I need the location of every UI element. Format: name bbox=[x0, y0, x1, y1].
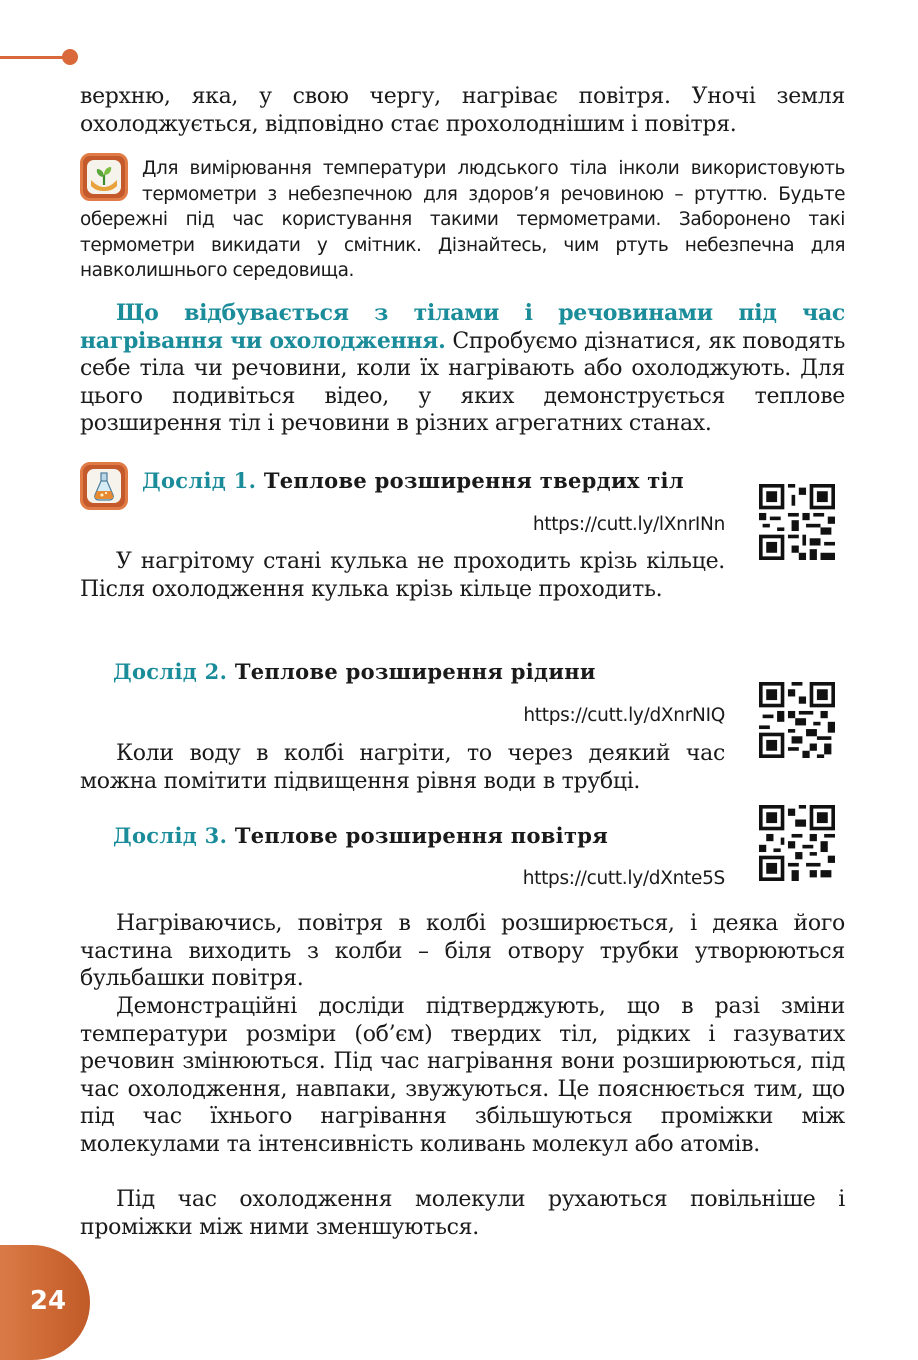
experiment-1-heading bbox=[142, 468, 684, 493]
question-paragraph bbox=[80, 300, 845, 438]
qr-code-icon[interactable] bbox=[759, 805, 835, 881]
experiment-1-title: Теплове розширення твердих тіл bbox=[263, 468, 684, 493]
top-decor-dot bbox=[62, 49, 78, 65]
intro-paragraph: верхню, яка, у свою чергу, нагріває повітря. Уночі земля охолоджується, відповідно стає прохолоднішим і повітря. bbox=[80, 84, 845, 137]
experiment-1-label: Дослід 1. bbox=[142, 468, 257, 493]
page-number: 24 bbox=[29, 1286, 67, 1316]
question-heading: Що відбувається з тілами і речовинами під час нагрівання чи охолодження. bbox=[80, 300, 845, 354]
experiment-1-url[interactable]: https://cutt.ly/lXnrINn bbox=[532, 514, 725, 535]
experiment-2-title: Теплове розширення рідини bbox=[234, 659, 596, 684]
eco-note-text: Для вимірювання температури людського тіла інколи використовують термометри з небезпечною для здоров’я речовиною – ртуттю. Будьте обережні під час користування такими термометрами. Заборонено такі термометри викидати у смітник. Дізнайтесь, чим ртуть небезпечна для навколишнього середовища. bbox=[80, 158, 845, 282]
experiment-2-description: Коли воду в колбі нагріти, то через деякий час можна помітити підвищення рівня води в трубці. bbox=[80, 741, 725, 794]
experiment-3-label: Дослід 3. bbox=[113, 823, 228, 848]
qr-code-icon[interactable] bbox=[759, 682, 835, 758]
experiment-2-heading bbox=[113, 659, 596, 684]
experiment-2-label: Дослід 2. bbox=[113, 659, 228, 684]
experiment-2-url[interactable]: https://cutt.ly/dXnrNIQ bbox=[523, 705, 725, 726]
experiment-1-description: У нагрітому стані кулька не проходить крізь кільце. Після охолодження кулька крізь кільце проходить. bbox=[80, 549, 725, 602]
qr-code-icon[interactable] bbox=[759, 484, 835, 560]
flask-icon bbox=[80, 462, 128, 510]
top-decor-line bbox=[0, 56, 66, 59]
experiment-3-url[interactable]: https://cutt.ly/dXnte5S bbox=[522, 868, 725, 889]
question-text: Спробуємо дізнатися, як поводять себе тіла чи речовини, коли їх нагрівають або охолоджують. Для цього подивіться відео, у яких демонструється теплове розширення тіл і речовини в різних агрегатних станах. bbox=[80, 328, 845, 436]
body-paragraph-1: Нагріваючись, повітря в колбі розширюється, і деяка його частина виходить з колби – біля отвору трубки утворюються бульбашки повітря. bbox=[80, 911, 845, 991]
body-paragraph-2: Демонстраційні досліди підтверджують, що в разі зміни температури розміри (об’єм) твердих тіл, рідких і газуватих речовин змінюються. Під час нагрівання вони розширюються, під час охолодження, навпаки, звужуються. Це пояснюється тим, що під час їхнього нагрівання збільшуються проміжки між молекулами та інтенсивність коливань молекул або атомів. bbox=[80, 994, 845, 1157]
body-paragraph-3: Під час охолодження молекули рухаються повільніше і проміжки між ними зменшуються. bbox=[80, 1187, 845, 1240]
experiment-3-heading bbox=[113, 823, 608, 848]
experiment-3-title: Теплове розширення повітря bbox=[234, 823, 609, 848]
eco-note bbox=[80, 156, 845, 284]
